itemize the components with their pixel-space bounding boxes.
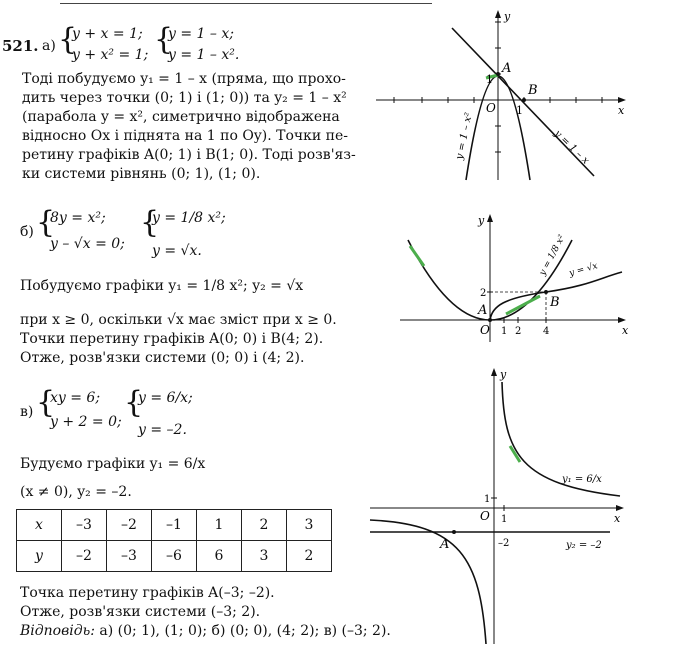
table-cell: –3 [107,541,152,572]
table-cell: 3 [242,541,287,572]
graph-a-line-label: y = 1 – x [551,128,592,167]
part-a-brace-2: { [154,22,174,57]
part-b-line-b: Точки перетину графіків A(0; 0) і B(4; 2). [20,331,324,347]
part-v-sys1-eq1: xy = 6; [50,390,101,406]
graph-b-y-label: y [478,214,485,227]
graph-a-point-a [496,72,500,76]
part-v-sys2-eq2: y = –2. [138,422,187,438]
table-row [17,510,332,541]
part-a-brace-1: { [58,22,78,57]
part-a-line-5: ки системи рівнянь (0; 1), (1; 0). [22,166,261,182]
graph-v-hyperbola-2 [370,520,486,644]
graph-a-parabola-label: y = 1 – x² [454,111,475,161]
graph-b-y-arrow [487,214,493,222]
table-cell: 6 [197,541,242,572]
graph-a-point-a-label: A [502,61,512,76]
graph-b-highlight [506,296,540,314]
part-b-sys1-eq2: y – √x = 0; [50,236,125,252]
graph-b-point-a [488,318,492,322]
table-cell: –6 [152,541,197,572]
graph-v-ticks [491,498,504,511]
graph-b-parabola-label: y = 1/8 x² [537,233,568,278]
answer [20,623,391,639]
part-b-brace-2: { [140,205,160,240]
part-b-line-c: Отже, розв'язки системи (0; 0) і (4; 2). [20,350,305,366]
table-cell: –2 [62,541,107,572]
graph-b-highlight-2 [410,246,424,266]
part-a-line-1: дить через точки (0; 1) і (1; 0)) та y₂ = 1 – x² [22,90,347,106]
table-cell: y [17,541,62,572]
graph-b [400,210,640,350]
part-b-line-1: Побудуємо графіки y₁ = 1/8 x²; y₂ = √x [20,278,304,294]
part-a-sys2-eq2: y = 1 – x². [168,47,240,63]
problem-number: 521. [2,37,39,55]
part-a-line-3: відносно Ox і піднята на 1 по Oy). Точки пе- [22,128,349,144]
answer-text: а) (0; 1), (1; 0); б) (0; 0), (4; 2); в) (–3; 2). [99,623,391,639]
part-a-line-2: (парабола y = x², симетрично відображена [22,109,340,125]
part-b-sys2-eq1: y = 1/8 x²; [152,210,226,226]
table-cell: 2 [242,510,287,541]
graph-v-one-y: 1 [484,494,491,505]
part-v-brace-2: { [124,385,144,420]
part-a-label: а) [42,38,56,54]
top-border [60,0,432,4]
part-b-sys1-eq1: 8y = x²; [50,210,106,226]
table-cell: 2 [287,541,332,572]
part-b-brace-1: { [36,205,56,240]
answer-label: Відповідь: [20,623,95,639]
graph-a-one-x: 1 [516,104,523,117]
table-cell: 3 [287,510,332,541]
graph-a-point-b-label: B [528,83,538,98]
graph-v-line-label: y₂ = –2 [566,540,602,551]
part-a-line-0: Тоді побудуємо y₁ = 1 – x (пряма, що прохо- [22,71,346,87]
graph-b-tick-4: 4 [543,326,550,337]
graph-v-minus-two: –2 [498,538,510,549]
graph-a-y-label: y [504,10,511,23]
part-v-brace-1: { [36,385,56,420]
values-table [16,509,332,572]
part-b-sys2-eq2: y = √x. [152,243,202,259]
part-v-line-1: Будуємо графіки y₁ = 6/x [20,456,206,472]
graph-b-point-a-label: A [478,303,488,318]
table-cell: –2 [107,510,152,541]
graph-b-x-arrow [618,317,626,323]
graph-v-origin: O [480,509,490,523]
graph-v-one-x: 1 [501,514,508,525]
part-b-label: б) [20,224,34,240]
graph-a-origin: O [486,101,496,115]
part-v-sys2-eq1: y = 6/x; [138,390,193,406]
graph-v-x-arrow [616,505,624,511]
graph-a-x-label: x [618,104,625,117]
graph-a [376,8,636,188]
graph-a-one-y: 1 [486,73,493,86]
graph-a-x-arrow [618,97,626,103]
part-a-sys1-eq1: y + x = 1; [72,26,143,42]
table-row [17,541,332,572]
table-cell: –3 [62,510,107,541]
graph-v-y-arrow [491,368,497,376]
table-cell: x [17,510,62,541]
graph-v [370,358,630,648]
graph-b-root-label: y = √x [568,261,599,279]
part-v-line-b: Отже, розв'язки системи (–3; 2). [20,604,261,620]
part-a-sys1-eq2: y + x² = 1; [72,47,149,63]
graph-v-point-a-label: A [440,537,450,552]
table-cell: –1 [152,510,197,541]
graph-v-x-label: x [614,512,621,525]
graph-b-tick-y2: 2 [480,288,487,299]
graph-b-tick-1: 1 [501,326,508,337]
part-v-sys1-eq2: y + 2 = 0; [50,414,122,430]
part-b-line-a: при x ≥ 0, оскільки √x має зміст при x ≥ 0. [20,312,337,328]
graph-v-hyperbola-1 [502,382,620,496]
graph-v-y-label: y [500,368,507,381]
part-a-line-4: ретину графіків A(0; 1) і B(1; 0). Тоді розв'яз- [22,147,356,163]
graph-b-x-label: x [622,324,629,337]
part-a-sys2-eq1: y = 1 – x; [168,26,234,42]
graph-b-tick-2: 2 [515,326,522,337]
graph-a-point-b [522,98,526,102]
table-cell: 1 [197,510,242,541]
graph-v-hyperbola-label: y₁ = 6/x [562,474,602,485]
part-v-label: в) [20,404,34,420]
graph-v-point-a [452,530,456,534]
part-v-line-a: Точка перетину графіків A(–3; –2). [20,585,275,601]
graph-b-point-b-label: B [550,295,560,310]
part-v-line-2: (x ≠ 0), y₂ = –2. [20,484,132,500]
graph-b-origin: O [480,323,490,337]
graph-a-y-arrow [495,10,501,18]
